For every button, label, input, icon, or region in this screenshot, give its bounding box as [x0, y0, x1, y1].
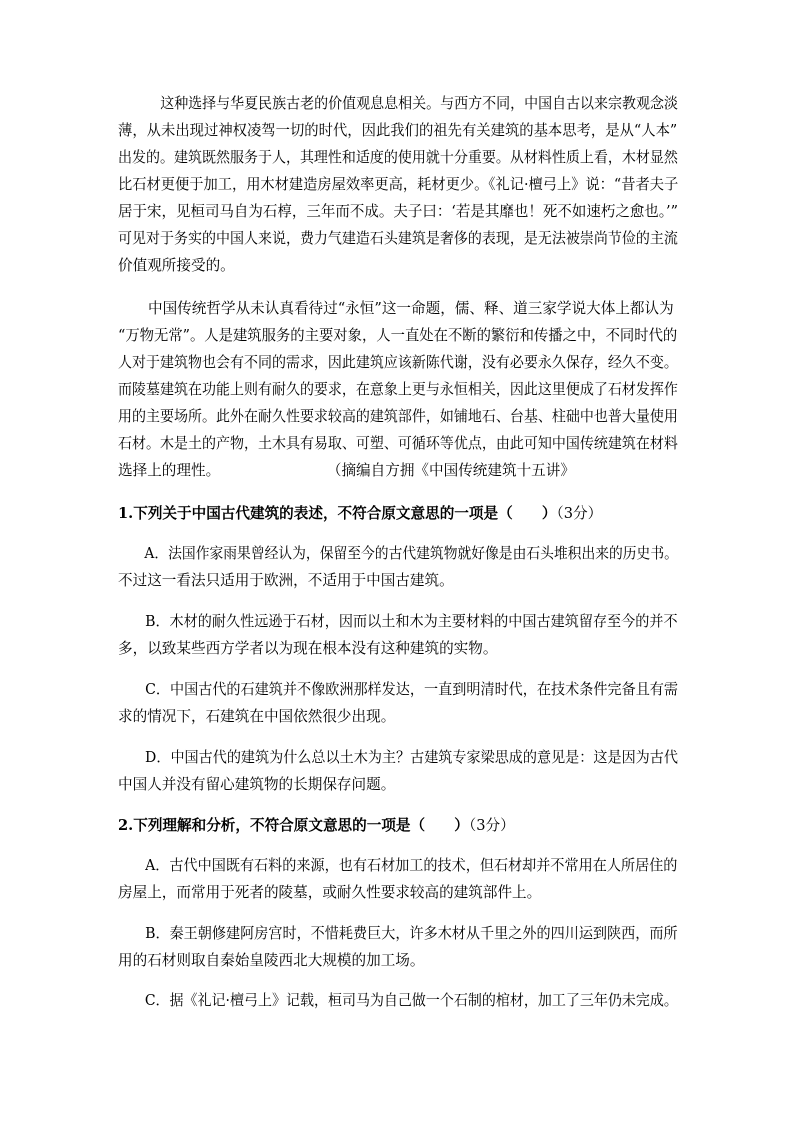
- question-1-title: [118, 502, 602, 526]
- text-line: 用的主要场所。此外在耐久性要求较高的建筑部件，如铺地石、台基、柱础中也普大量使用: [118, 408, 678, 425]
- question-2-option-a: [118, 852, 678, 906]
- question-1-option-a: [118, 540, 678, 594]
- source-citation: （摘编自方拥《中国传统建筑十五讲》: [334, 462, 575, 479]
- text-line: 而陵墓建筑在功能上则有耐久的要求，在意象上更与永恒相关，因此这里便成了石材发挥作: [118, 381, 678, 398]
- text-line: 薄，从未出现过神权凌驾一切的时代，因此我们的祖先有关建筑的基本思考，是从“人本”: [118, 122, 678, 139]
- question-2-option-c: [118, 987, 678, 1014]
- text-line: 人对于建筑物也会有不同的需求，因此建筑应该新陈代谢，没有必要永久保存，经久不变。: [118, 354, 678, 371]
- question-1-option-c: [118, 676, 678, 730]
- option-line: C．中国古代的石建筑并不像欧洲那样发达，一直到明清时代，在技术条件完备且有需: [145, 681, 679, 698]
- text-line: “万物无常”。人是建筑服务的主要对象，人一直处在不断的繁衍和传播之中，不同时代的: [118, 327, 678, 344]
- option-line: 中国人并没有留心建筑物的长期保存问题。: [118, 776, 396, 793]
- option-line: 房屋上，而常用于死者的陵墓，或耐久性要求较高的建筑部件上。: [118, 884, 542, 901]
- text-line: [118, 457, 678, 484]
- question-1-option-b: [118, 608, 678, 662]
- text-line-end: 选择上的理性。: [118, 462, 221, 479]
- text-line: 居于宋，见桓司马自为石椁，三年而不成。夫子曰：‘若是其靡也！死不如速朽之愈也。’”: [118, 203, 679, 220]
- text-line: 出发的。建筑既然服务于人，其理性和适度的使用就十分重要。从材料性质上看，木材显然: [118, 149, 678, 166]
- option-line: C．据《礼记·檀弓上》记载，桓司马为自己做一个石制的棺材，加工了三年仍未完成。: [144, 992, 678, 1009]
- question-1-text: 1.下列关于中国古代建筑的表述，不符合原文意思的一项是（ ）: [118, 505, 557, 522]
- option-line: D．中国古代的建筑为什么总以土木为主？古建筑专家梁思成的意见是：这是因为古代: [145, 749, 678, 766]
- passage-paragraph-2: [118, 295, 678, 484]
- passage-paragraph-1: [118, 90, 678, 279]
- option-line: A．法国作家雨果曾经认为，保留至今的古代建筑物就好像是由石头堆积出来的历史书。: [144, 545, 678, 562]
- option-line: 不过这一看法只适用于欧洲，不适用于中国古建筑。: [118, 572, 454, 589]
- question-2-option-b: [118, 920, 678, 974]
- option-line: A．古代中国既有石料的来源，也有石材加工的技术，但石材却并不常用在人所居住的: [145, 857, 678, 874]
- question-2-title: [118, 814, 515, 838]
- option-line: B．秦王朝修建阿房宫时，不惜耗费巨大，许多木材从千里之外的四川运到陕西，而所: [145, 925, 678, 942]
- text-line: 可见对于务实的中国人来说，费力气建造石头建筑是奢侈的表现，是无法被崇尚节俭的主流: [118, 230, 678, 247]
- question-1-option-d: [118, 744, 678, 798]
- option-line: 用的石材则取自秦始皇陵西北大规模的加工场。: [118, 952, 425, 969]
- text-line: 这种选择与华夏民族古老的价值观息息相关。与西方不同，中国自古以来宗教观念淡: [160, 95, 679, 112]
- option-line: 多，以致某些西方学者以为现在根本没有这种建筑的实物。: [118, 640, 498, 657]
- text-line: 价值观所接受的。: [118, 257, 235, 274]
- text-line: 中国传统哲学从未认真看待过“永恒”这一命题，儒、释、道三家学说大体上都认为: [148, 300, 674, 317]
- text-line: 比石材更便于加工，用木材建造房屋效率更高，耗材更少。《礼记·檀弓上》说：“昔者夫子: [118, 176, 679, 193]
- text-line: 石材。木是土的产物，土木具有易取、可塑、可循环等优点，由此可知中国传统建筑在材料: [118, 435, 678, 452]
- question-2-text: 2.下列理解和分析，不符合原文意思的一项是（ ）: [118, 817, 469, 834]
- question-2-points: （3分）: [468, 817, 515, 834]
- option-line: 求的情况下，石建筑在中国依然很少出现。: [118, 708, 396, 725]
- option-line: B．木材的耐久性远逊于石材，因而以土和木为主要材料的中国古建筑留存至今的并不: [145, 613, 678, 630]
- question-1-points: （3分）: [556, 505, 603, 522]
